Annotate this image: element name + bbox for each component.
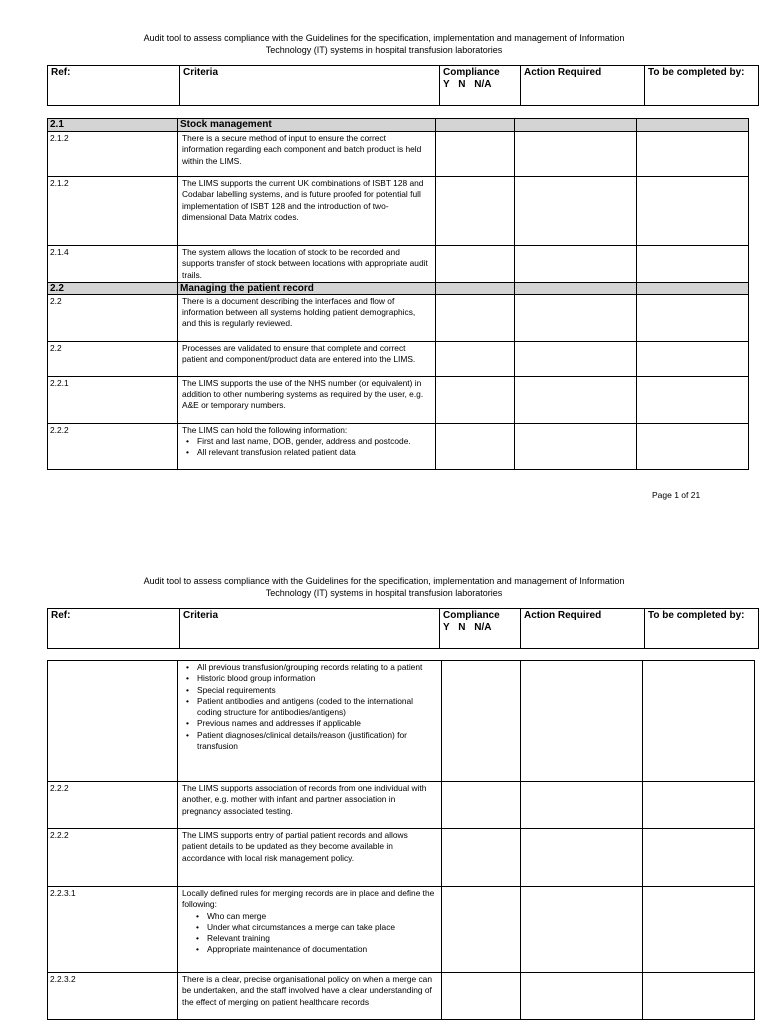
table-row <box>48 294 749 341</box>
table-row <box>48 973 755 1020</box>
criteria-list <box>182 911 435 956</box>
row-criteria: The LIMS supports association of records from one individual with another, e.g. mother with infant and partner association in pregnancy associated testing. <box>178 782 442 829</box>
compliance-label: Compliance <box>443 67 500 78</box>
section-title: Managing the patient record <box>178 282 436 294</box>
row-criteria: The LIMS supports entry of partial patient records and allows patient details to be updated as they become available in accordance with local risk management policy. <box>178 829 442 887</box>
table-row <box>48 782 755 829</box>
list-item: • Patient antibodies and antigens (coded to the international coding structure for antibodies/antigens) <box>197 696 435 719</box>
list-item: • Historic blood group information <box>197 673 435 684</box>
compliance-options: Y N N/A <box>443 79 492 90</box>
section-title: Stock management <box>178 119 436 132</box>
row-ref: 2.2.1 <box>48 376 178 423</box>
list-item: • Previous names and addresses if applicable <box>197 718 435 729</box>
table-row <box>48 132 749 177</box>
action-header: Action Required <box>521 609 645 649</box>
row-criteria <box>178 423 436 469</box>
row-ref: 2.2.2 <box>48 782 178 829</box>
criteria-intro: Locally defined rules for merging records are in place and define the following: <box>182 888 435 910</box>
page-title <box>60 33 708 56</box>
row-criteria: There is a clear, precise organisational policy on when a merge can be undertaken, and the staff involved have a clear understanding of the effect of merging on patient healthcare records <box>178 973 442 1020</box>
list-item: • All relevant transfusion related patient data <box>197 447 429 458</box>
page-number: Page 1 of 21 <box>652 490 701 500</box>
row-ref: 2.2 <box>48 294 178 341</box>
completed-header: To be completed by: <box>645 66 759 106</box>
list-item: • Appropriate maintenance of documentation <box>207 944 435 955</box>
list-item: • Who can merge <box>207 911 435 922</box>
row-ref: 2.2.3.2 <box>48 973 178 1020</box>
criteria-list <box>182 662 435 752</box>
list-item: • Relevant training <box>207 933 435 944</box>
section-ref: 2.2 <box>48 282 178 294</box>
section-ref: 2.1 <box>48 119 178 132</box>
table-row <box>48 341 749 376</box>
table-row <box>48 829 755 887</box>
audit-table-page2 <box>47 660 755 1020</box>
audit-header-table <box>47 65 759 106</box>
row-criteria: There is a document describing the interfaces and flow of information between all systems holding patient demographics, and this is regularly reviewed. <box>178 294 436 341</box>
table-row <box>48 246 749 283</box>
compliance-label: Compliance <box>443 610 500 621</box>
list-item: • All previous transfusion/grouping records relating to a patient <box>197 662 435 673</box>
compliance-header <box>440 609 521 649</box>
list-item: • First and last name, DOB, gender, address and postcode. <box>197 436 429 447</box>
title-line-1: Audit tool to assess compliance with the Guidelines for the specification, implementation and management of Information <box>143 576 625 586</box>
table-row <box>48 376 749 423</box>
table-row <box>48 423 749 469</box>
ref-header: Ref: <box>48 609 180 649</box>
compliance-header <box>440 66 521 106</box>
audit-table-page1 <box>47 118 749 470</box>
criteria-list <box>182 436 429 459</box>
title-line-2: Technology (IT) systems in hospital transfusion laboratories <box>265 587 503 598</box>
row-ref: 2.2 <box>48 341 178 376</box>
list-item: • Under what circumstances a merge can take place <box>207 922 435 933</box>
page-title <box>60 576 708 599</box>
title-line-1: Audit tool to assess compliance with the Guidelines for the specification, implementation and management of Information <box>143 33 625 43</box>
row-ref: 2.1.2 <box>48 132 178 177</box>
action-header: Action Required <box>521 66 645 106</box>
title-line-2: Technology (IT) systems in hospital transfusion laboratories <box>265 44 503 55</box>
row-criteria: The LIMS supports the current UK combinations of ISBT 128 and Codabar labelling systems, and is future proofed for potential full implementation of ISBT 128 and the introduction of two-dimensional Data Matrix codes. <box>178 177 436 246</box>
audit-header-table <box>47 608 759 649</box>
row-criteria: The system allows the location of stock to be recorded and supports transfer of stock between locations with appropriate audit trails. <box>178 246 436 283</box>
completed-header: To be completed by: <box>645 609 759 649</box>
row-criteria <box>178 887 442 973</box>
table-row <box>48 661 755 782</box>
row-ref: 2.2.3.1 <box>48 887 178 973</box>
compliance-options: Y N N/A <box>443 622 492 633</box>
row-criteria <box>178 661 442 782</box>
list-item: • Special requirements <box>197 685 435 696</box>
ref-header: Ref: <box>48 66 180 106</box>
table-row <box>48 887 755 973</box>
row-ref: 2.1.4 <box>48 246 178 283</box>
table-row <box>48 177 749 246</box>
row-ref: 2.2.2 <box>48 423 178 469</box>
criteria-header: Criteria <box>180 609 440 649</box>
row-ref: 2.1.2 <box>48 177 178 246</box>
row-ref: 2.2.2 <box>48 829 178 887</box>
criteria-intro: The LIMS can hold the following information: <box>182 424 348 435</box>
criteria-header: Criteria <box>180 66 440 106</box>
row-criteria: There is a secure method of input to ensure the correct information regarding each component and batch product is held within the LIMS. <box>178 132 436 177</box>
row-criteria: The LIMS supports the use of the NHS number (or equivalent) in addition to other numbering systems as required by the user, e.g. A&E or temporary numbers. <box>178 376 436 423</box>
row-criteria: Processes are validated to ensure that complete and correct patient and component/product data are entered into the LIMS. <box>178 341 436 376</box>
list-item: • Patient diagnoses/clinical details/reason (justification) for transfusion <box>197 730 435 753</box>
